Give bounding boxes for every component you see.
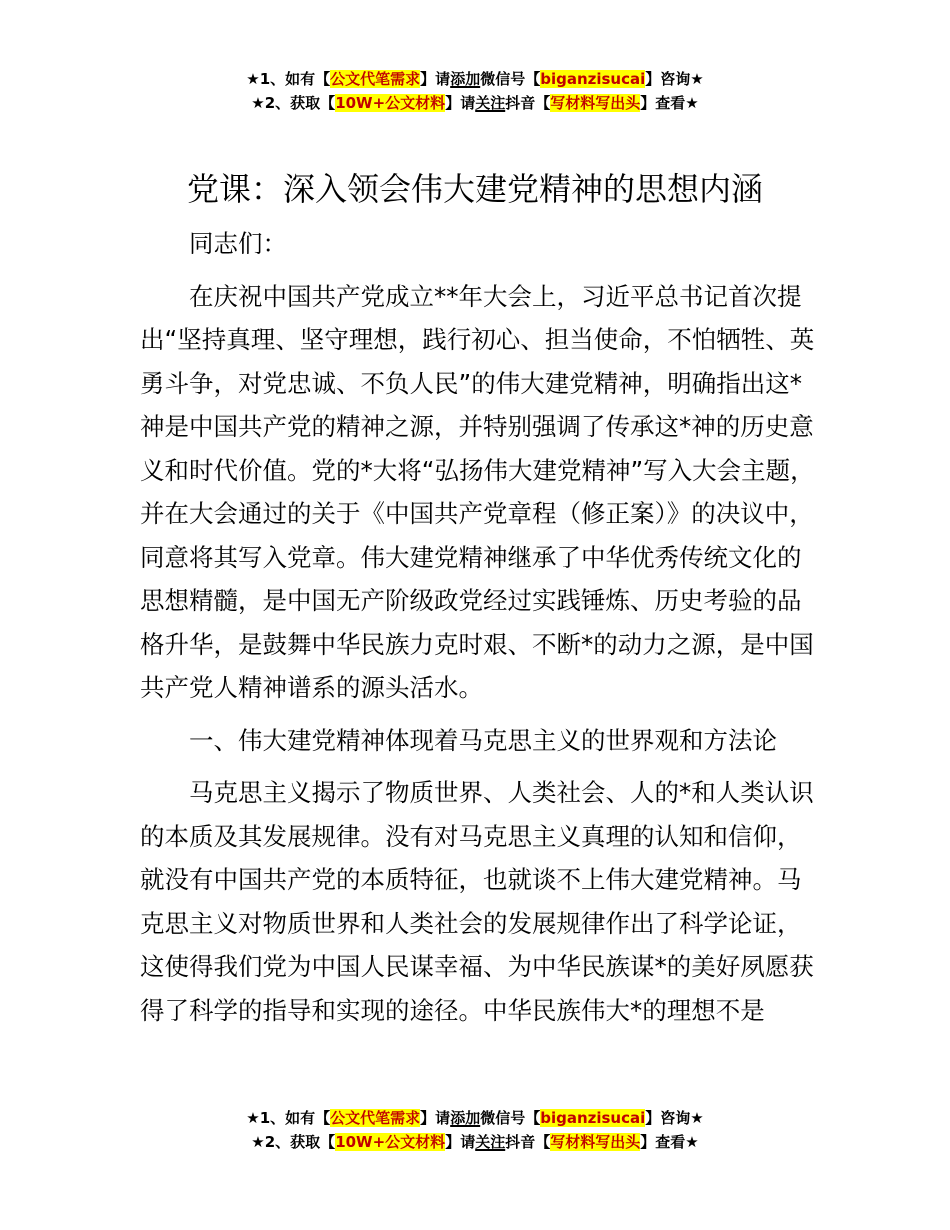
- banner-line-1: ★1、如有【公文代笔需求】请添加微信号【biganzisucai】咨询★: [246, 70, 704, 88]
- paragraph-2: 马克思主义揭示了物质世界、人类社会、人的*和人类认识的本质及其发展规律。没有对马克思主义真理的认知和信仰，就没有中国共产党的本质特征，也就谈不上伟大建党精神。马克思主义对物质世界和人类社会的发展规律作出了科学论证，这使得我们党为中国人民谋幸福、为中华民族谋*的美好夙愿获得了科学的指导和实现的途径。中华民族伟大*的理想不是: [140, 778, 814, 1025]
- section-heading-1: 一、伟大建党精神体现着马克思主义的世界观和方法论: [189, 725, 777, 755]
- banner-line-2: ★2、获取【10W+公文材料】请关注抖音【写材料写出头】查看★: [251, 94, 699, 112]
- banner-highlight: 公文代笔需求: [330, 1109, 421, 1127]
- banner-line-1: ★1、如有【公文代笔需求】请添加微信号【biganzisucai】咨询★: [246, 1109, 704, 1127]
- banner-highlight: 公文代笔需求: [330, 70, 421, 88]
- banner-underlined-text: 关注: [475, 94, 506, 112]
- banner-highlight: biganzisucai: [540, 70, 646, 88]
- document-title: 党课：深入领会伟大建党精神的思想内涵: [186, 170, 763, 208]
- banner-highlight: 写材料写出头: [550, 1133, 641, 1151]
- banner-underlined-text: 添加: [450, 1109, 481, 1127]
- banner-line-2: ★2、获取【10W+公文材料】请关注抖音【写材料写出头】查看★: [251, 1133, 699, 1151]
- header-banner: [0, 67, 950, 115]
- banner-highlight: 写材料写出头: [550, 94, 641, 112]
- footer-banner: [0, 1106, 950, 1154]
- document-body: [140, 222, 820, 1041]
- banner-highlight: 10W+公文材料: [335, 1133, 446, 1151]
- banner-highlight: 10W+公文材料: [335, 94, 446, 112]
- banner-underlined-text: 添加: [450, 70, 481, 88]
- banner-underlined-text: 关注: [475, 1133, 506, 1151]
- greeting: 同志们：: [189, 229, 287, 258]
- paragraph-1: 在庆祝中国共产党成立**年大会上，习近平总书记首次提出“坚持真理、坚守理想，践行初心、担当使命，不怕牺牲、英勇斗争，对党忠诚、不负人民”的伟大建党精神，明确指出这*神是中国共产党的精神之源，并特别强调了传承这*神的历史意义和时代价值。党的*大将“弘扬伟大建党精神”写入大会主题，并在大会通过的关于《中国共产党章程（修正案）》的决议中，同意将其写入党章。伟大建党精神继承了中华优秀传统文化的思想精髓，是中国无产阶级政党经过实践锤炼、历史考验的品格升华，是鼓舞中华民族力克时艰、不断*的动力之源，是中国共产党人精神谱系的源头活水。: [140, 281, 815, 702]
- banner-highlight: biganzisucai: [540, 1109, 646, 1127]
